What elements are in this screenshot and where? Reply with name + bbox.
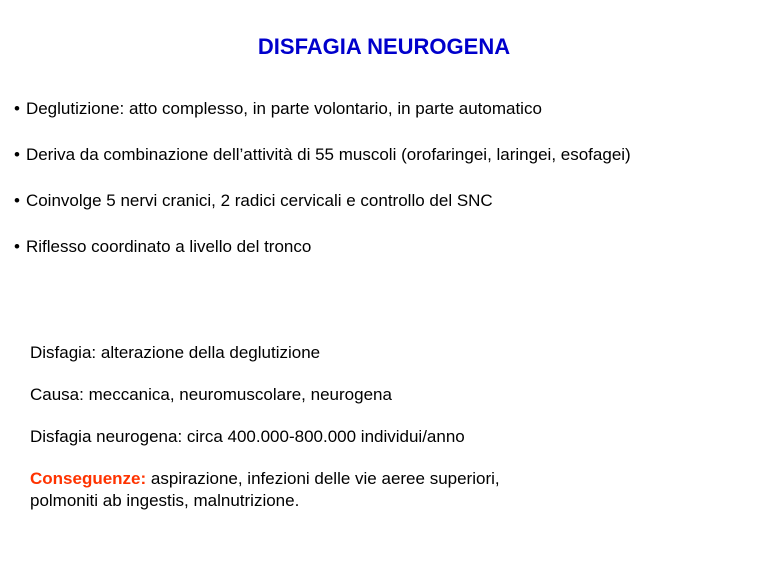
slide-title: DISFAGIA NEUROGENA	[257, 34, 511, 59]
consequences-line1: aspirazione, infezioni delle vie aeree superiori,	[146, 469, 500, 488]
consequences-line2: polmoniti ab ingestis, malnutrizione.	[30, 491, 300, 510]
bullet-item: • Deglutizione: atto complesso, in parte volontario, in parte automatico	[14, 98, 758, 120]
bullet-list	[14, 98, 758, 282]
cause-text: Causa: meccanica, neuromuscolare, neurogena	[30, 385, 392, 404]
bullet-item: • Riflesso coordinato a livello del tronco	[14, 236, 758, 258]
consequences-label: Conseguenze:	[30, 469, 147, 488]
notes-block	[30, 342, 750, 532]
bullet-item: • Deriva da combinazione dell’attività di 55 muscoli (orofaringei, laringei, esofagei)	[14, 144, 758, 166]
incidence-text: Disfagia neurogena: circa 400.000-800.000 individui/anno	[30, 427, 465, 446]
consequences-text	[30, 468, 750, 512]
bullet-item: • Coinvolge 5 nervi cranici, 2 radici cervicali e controllo del SNC	[14, 190, 758, 212]
definition-text: Disfagia: alterazione della deglutizione	[30, 343, 321, 362]
